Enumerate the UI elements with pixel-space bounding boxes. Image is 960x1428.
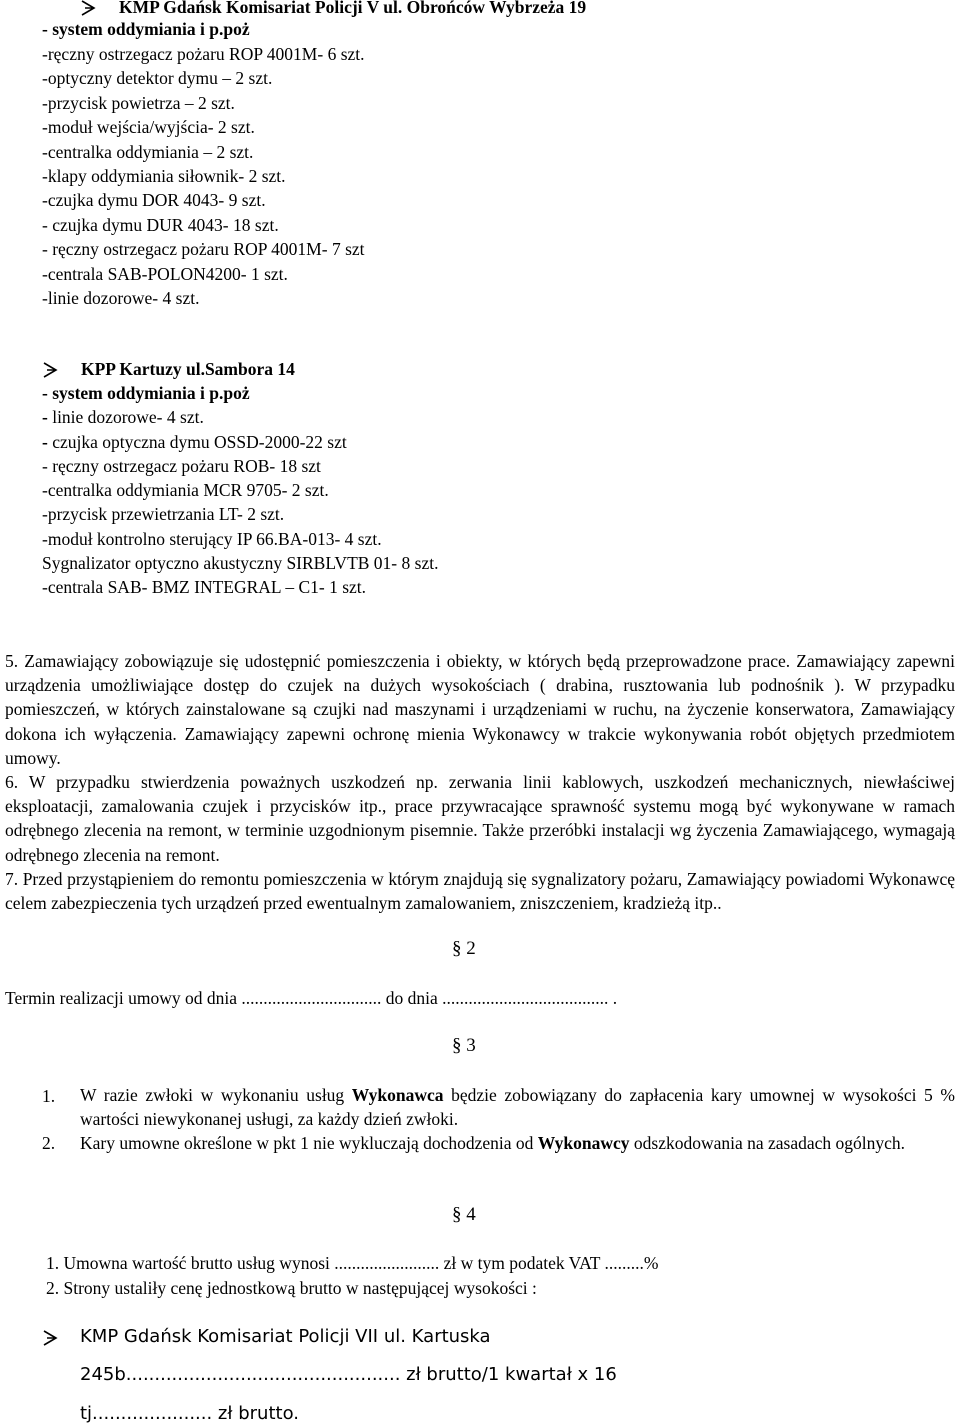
list-item: Sygnalizator optyczno akustyczny SIRBLVTB 01- 8 szt.	[42, 552, 439, 573]
unit-price-line: 2. Strony ustaliły cenę jednostkową brutto w następującej wysokości :	[46, 1278, 537, 1298]
list-item: -czujka dymu DOR 4043- 9 szt.	[42, 190, 266, 211]
list-item: -ręczny ostrzegacz pożaru ROP 4001M- 6 szt.	[42, 44, 365, 64]
list-item: - czujka optyczna dymu OSSD-2000-22 szt	[42, 432, 347, 452]
list-item: -centralka oddymiania MCR 9705- 2 szt.	[42, 480, 329, 501]
list-item: -przycisk przewietrzania LT- 2 szt.	[42, 504, 285, 525]
arrow-bullet-icon	[42, 1330, 58, 1346]
list-item: -przycisk powietrza – 2 szt.	[42, 92, 235, 113]
list-item: -klapy oddymiania siłownik- 2 szt.	[42, 166, 286, 186]
arrow-bullet-icon	[42, 362, 58, 378]
list-item: - ręczny ostrzegacz pożaru ROB- 18 szt	[42, 456, 321, 476]
list-item: -optyczny detektor dymu – 2 szt.	[42, 68, 273, 89]
price-item-line: 245b................................................ zł brutto/1 kwartał x 16	[80, 1364, 617, 1385]
list-item: -centralka oddymiania – 2 szt.	[42, 141, 254, 162]
price-item-line: tj..................... zł brutto.	[80, 1403, 299, 1424]
list-number: 1.	[42, 1086, 56, 1106]
list-number: 2.	[42, 1133, 56, 1153]
arrow-bullet-icon	[80, 0, 96, 16]
list-item: - czujka dymu DUR 4043- 18 szt.	[42, 214, 279, 235]
list-item: -centrala SAB-POLON4200- 1 szt.	[42, 263, 288, 284]
list-item: - ręczny ostrzegacz pożaru ROP 4001M- 7 szt	[42, 239, 365, 260]
paragraph-7: 7. Przed przystąpieniem do remontu pomieszczenia w którym znajdują się sygnalizatory pożaru, Zamawiający powiadomi Wykonawcę celem zabezpieczenia tych urządzeń przed ewentualnym zamalowaniem, zniszczeniem, kradzieżą itp..	[5, 869, 955, 914]
section-title: KMP Gdańsk Komisariat Policji V ul. Obrońców Wybrzeża 19	[119, 0, 587, 17]
section-title: KPP Kartuzy ul.Sambora 14	[81, 359, 295, 379]
paragraph-6: 6. W przypadku stwierdzenia poważnych uszkodzeń np. zerwania linii kablowych, uszkodzeń mechanicznych, niewłaściwej eksploatacji, zamalowania czujek i przycisków itp., prace przywracające sprawność systemu mogą być wykonywane w ramach odrębnego zlecenia na remont, w terminie uzgodnionym pisemnie. Także przeróbki instalacji wg życzenia Zamawiającego, wymagają odrębnego zlecenia na remont.	[5, 772, 955, 865]
penalty-clause: W razie zwłoki w wykonaniu usług Wykonawca będzie zobowiązany do zapłacenia kary umownej w wysokości 5 % wartości niewykonanej usługi, za każdy dzień zwłoki.	[80, 1085, 955, 1130]
penalty-clause: Kary umowne określone w pkt 1 nie wykluczają dochodzenia od Wykonawcy odszkodowania na zasadach ogólnych.	[80, 1133, 906, 1153]
section-mark: § 3	[452, 1035, 476, 1056]
paragraph-5: 5. Zamawiający zobowiązuje się udostępnić pomieszczenia i obiekty, w których będą przeprowadzone prace. Zamawiający zapewni urządzenia umożliwiające dostęp do czujek na dużych wysokościach ( drabina, rusztowania lub podnośnik ). W przypadku pomieszczeń, w których zainstalowane są czujki nad maszynami i urządzeniami w ruchu, na życzenie konserwatora, Zamawiający dokona ich wyłączenia. Zamawiający zapewni ochronę mienia Wykonawcy w trakcie wykonywania robót objętych przedmiotem umowy.	[5, 651, 955, 768]
deadline-line: Termin realizacji umowy od dnia ................................ do dnia ...................................... .	[5, 988, 618, 1008]
list-item: -moduł kontrolno sterujący IP 66.BA-013- 4 szt.	[42, 528, 382, 549]
value-line: 1. Umowna wartość brutto usług wynosi ........................ zł w tym podatek VAT .........%	[46, 1253, 659, 1273]
list-item: -linie dozorowe- 4 szt.	[42, 288, 200, 308]
section-mark: § 2	[452, 938, 476, 959]
section-subtitle: - system oddymiania i p.poż	[42, 19, 250, 39]
list-item: - linie dozorowe- 4 szt.	[42, 407, 204, 427]
list-item: -centrala SAB- BMZ INTEGRAL – C1- 1 szt.	[42, 577, 367, 597]
list-item: -moduł wejścia/wyjścia- 2 szt.	[42, 117, 255, 138]
price-item-title: KMP Gdańsk Komisariat Policji VII ul. Kartuska	[80, 1326, 491, 1347]
section-subtitle: - system oddymiania i p.poż	[42, 383, 250, 403]
section-mark: § 4	[452, 1204, 476, 1225]
